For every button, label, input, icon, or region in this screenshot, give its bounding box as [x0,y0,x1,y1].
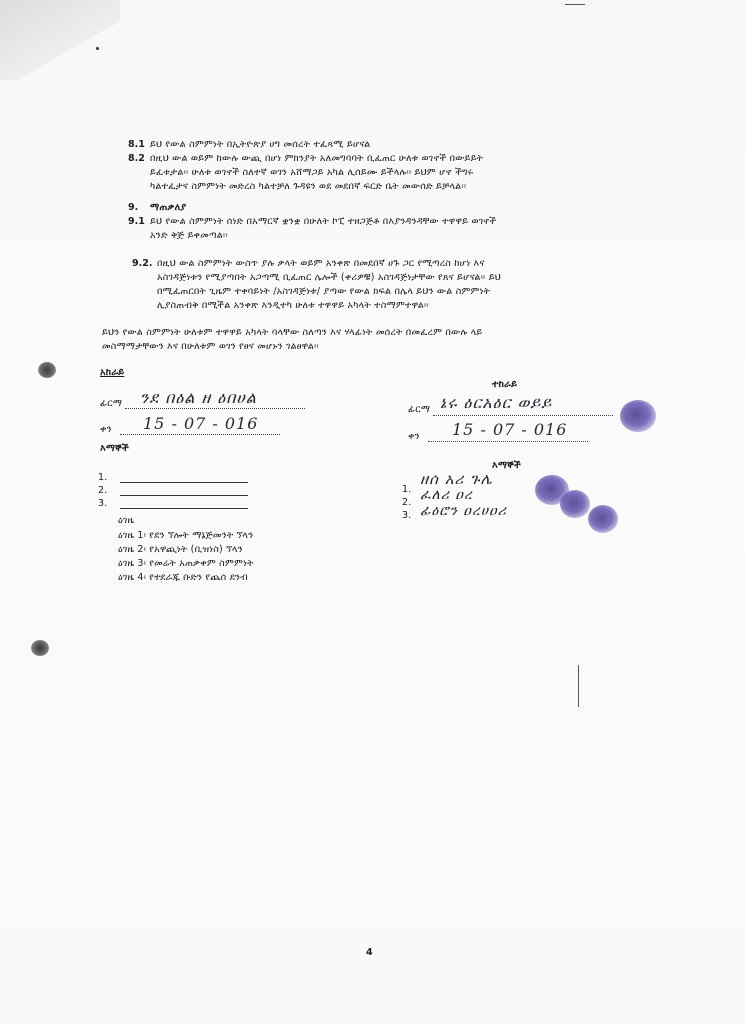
witness-number: 3. [402,510,412,521]
annex-item: ዕገዜ 3፡ የመሬት አጠቃቀም ስምምነት [118,558,254,569]
witness-number: 2. [402,497,412,508]
clause-number: 9.2. [132,258,153,269]
closing-paragraph: ይህን የውል ስምምነት ሁለቱም ተዋዋይ አካላት ባላቸው ስለጣን እና ሃላፊነት መሰረት በመፈረም በውሉ ላይ መስማማታቸውን እና በሁለቱም ወገን የፀና መሆኑን ገልፀዋል፡፡ [102,327,483,352]
stray-mark [565,4,585,5]
handwritten-signature: ንደ በዕል ዘ ዕበሀል [140,388,257,407]
folded-corner [0,0,120,80]
signature-label: ፊርማ [408,404,431,415]
clause-number: 8.2 [128,153,145,164]
witness-signature: ፊዕሮን ዐረሀዐሪ [420,503,507,519]
clause-number: 9.1 [128,216,145,227]
clause-text: ይህ የውል ስምምነት በኢትዮጵያ ሀግ መሰረት ተፈጻሚ ይሆናል [150,139,371,150]
clause-text: በዚህ ውል ስምምነት ውስጥ ያሉ ቃላት ወይም አንቀጽ በመደበኛ ሀጉ ጋር የሚጣረስ ከሆነ እና አስገዳጅነቱን የሚያጣበት አጋጣሚ ቢፈጠር ሌሎች (ቀሪዎቹ) አስገዳጅነታቸው የጸና ይሆናል፡፡ ይህ በሚፈጠርበት ጊዜም ተቀባይነት /አስገዳጅነቱ/ ያጣው የውል ክፍል በሌላ ይህን ውል ስምምነት ሊያስጠብቅ በሚችል አንቀጽ እንዲተካ ሁለቱ ተዋዋይ አካላት ተስማምተዋል፡፡ [157,258,501,311]
clause-number: 8.1 [128,139,145,150]
witness-blank [120,482,248,483]
annex-item: ዕገዜ 2፡ የአዋጪነት (ቢዝነስ) ኘላን [118,544,243,555]
witness-blank [120,508,248,509]
punch-hole-top [38,362,56,378]
witnesses-heading: እማኞች [100,443,129,454]
stray-mark [578,665,579,707]
witness-signature: ዘሰ አሪ ጉሌ [420,470,493,488]
thumbprint [560,490,590,518]
date-label: ቀን [408,431,420,442]
annex-item: ዕገዜ 4፡ የተደራጁ ቡድን የጨሰ ደንብ [118,572,248,583]
right-party-title: ተከራይ [492,379,518,390]
witness-blank [120,495,248,496]
handwritten-signature: ኔሩ ዕርአዕር ወይይ [440,393,553,412]
clause-text: በዚህ ውል ወይም ከውሉ ውጪ በሆነ ምክንያት አለመግባባት ቢፈጠር ሁለቱ ወገኖች በውይይት ይፈቱታል፡፡ ሁለቱ ወገኖች ስለተኛ ወገን አሸማጋይ አካል ሊሰይሙ ይችላሉ፡፡ ይህም ሆኖ ችግሩ ካልተፈታና ስምምነት መድረስ ካልተቻለ ጉዳዩን ወደ መደበኛ ፍርድ ቤት መውሰድ ይቻላል፡፡ [150,153,484,192]
section-number: 9. [128,202,139,213]
annex-heading: ዕገዜ [118,515,135,526]
annex-item: ዕገዜ 1፡ የደን ኘሎት ማኔጅመንት ኘላን [118,530,254,541]
signature-line [125,408,305,409]
witness-number: 1. [98,472,108,483]
date-line [120,434,280,435]
witness-number: 3. [98,498,108,509]
witnesses-heading: እማኞች [492,460,521,471]
thumbprint [588,505,618,533]
left-party-title: አከራይ [100,367,125,378]
speck [96,47,99,50]
section-heading: ማጠቃለያ [150,202,187,213]
signature-line [433,415,613,416]
handwritten-date: 15 - 07 - 016 [452,420,568,439]
handwritten-date: 15 - 07 - 016 [143,414,259,433]
thumbprint [620,400,656,432]
date-line [428,441,588,442]
date-label: ቀን [100,424,112,435]
witness-number: 1. [402,484,412,495]
witness-signature: ፈለሪ ዐረ [420,487,473,503]
page-number: 4 [366,947,373,958]
witness-number: 2. [98,485,108,496]
clause-text: ይህ የውል ስምምነት ሰነድ በአማርኛ ቋንቋ በሁለት ኮፒ ተዘጋጅቶ በእያንዳንዳቸው ተዋዋይ ወገኖች አንድ ቅጅ ይቀመጣል፡፡ [150,216,497,241]
punch-hole-bottom [31,640,49,656]
signature-label: ፊርማ [100,398,123,409]
